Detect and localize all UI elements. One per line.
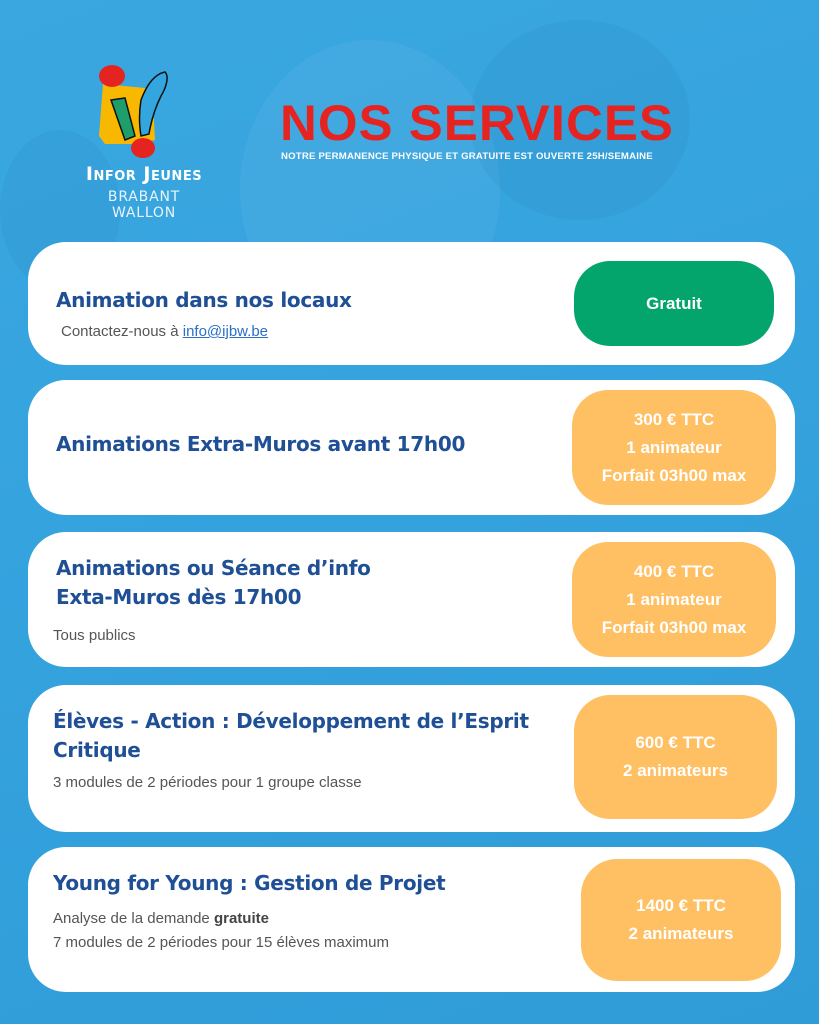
badge-duration: Forfait 03h00 max [601, 617, 747, 637]
badge-duration: Forfait 03h00 max [601, 465, 747, 485]
page-subtitle: NOTRE PERMANENCE PHYSIQUE ET GRATUITE EST OUVERTE 25H/SEMAINE [281, 151, 653, 162]
description-line: 7 modules de 2 périodes pour 15 élèves maximum [53, 934, 390, 951]
service-title [53, 707, 529, 765]
price-badge [572, 390, 776, 505]
price-badge [572, 542, 776, 657]
service-card [28, 242, 795, 365]
service-card [28, 847, 795, 992]
service-title-line: Élèves - Action : Développement de l’Esprit [53, 709, 529, 733]
description-line [53, 907, 389, 931]
badge-price: 600 € TTC [635, 733, 716, 752]
page-title: NOS SERVICES [280, 95, 674, 151]
badge-staff: 1 animateur [626, 589, 722, 609]
service-title-line: Exta-Muros dès 17h00 [56, 585, 302, 609]
service-description [53, 907, 389, 955]
service-title-line: Animations ou Séance d’info [56, 556, 371, 580]
price-badge [574, 695, 777, 819]
brand-region: BRABANT WALLON [107, 189, 181, 221]
service-description: Tous publics [53, 627, 136, 644]
service-card [28, 685, 795, 832]
email-link[interactable]: info@ijbw.be [182, 323, 269, 340]
badge-label: Gratuit [646, 293, 702, 313]
service-title: Animation dans nos locaux [56, 288, 352, 312]
infor-jeunes-logo [70, 62, 220, 221]
price-badge-free [574, 261, 774, 346]
badge-price: 1400 € TTC [636, 896, 726, 915]
badge-price: 300 € TTC [633, 409, 715, 429]
description-text: Analyse de la demande [53, 910, 214, 927]
service-description [61, 320, 268, 344]
service-card [28, 532, 795, 667]
exclamation-logo-icon [95, 62, 180, 162]
brand-name: Infor Jeunes [85, 163, 203, 185]
badge-staff: 1 animateur [626, 437, 722, 457]
service-title [56, 554, 371, 612]
badge-staff: 2 animateurs [628, 924, 734, 943]
badge-price: 400 € TTC [633, 561, 715, 581]
service-title: Young for Young : Gestion de Projet [53, 871, 446, 895]
description-emphasis: gratuite [213, 910, 269, 927]
service-description: 3 modules de 2 périodes pour 1 groupe classe [53, 774, 362, 791]
service-title-line: Critique [53, 738, 141, 762]
price-badge [581, 859, 781, 981]
service-title: Animations Extra-Muros avant 17h00 [56, 432, 466, 456]
contact-text: Contactez-nous à [61, 323, 183, 340]
badge-staff: 2 animateurs [623, 761, 728, 780]
service-card [28, 380, 795, 515]
